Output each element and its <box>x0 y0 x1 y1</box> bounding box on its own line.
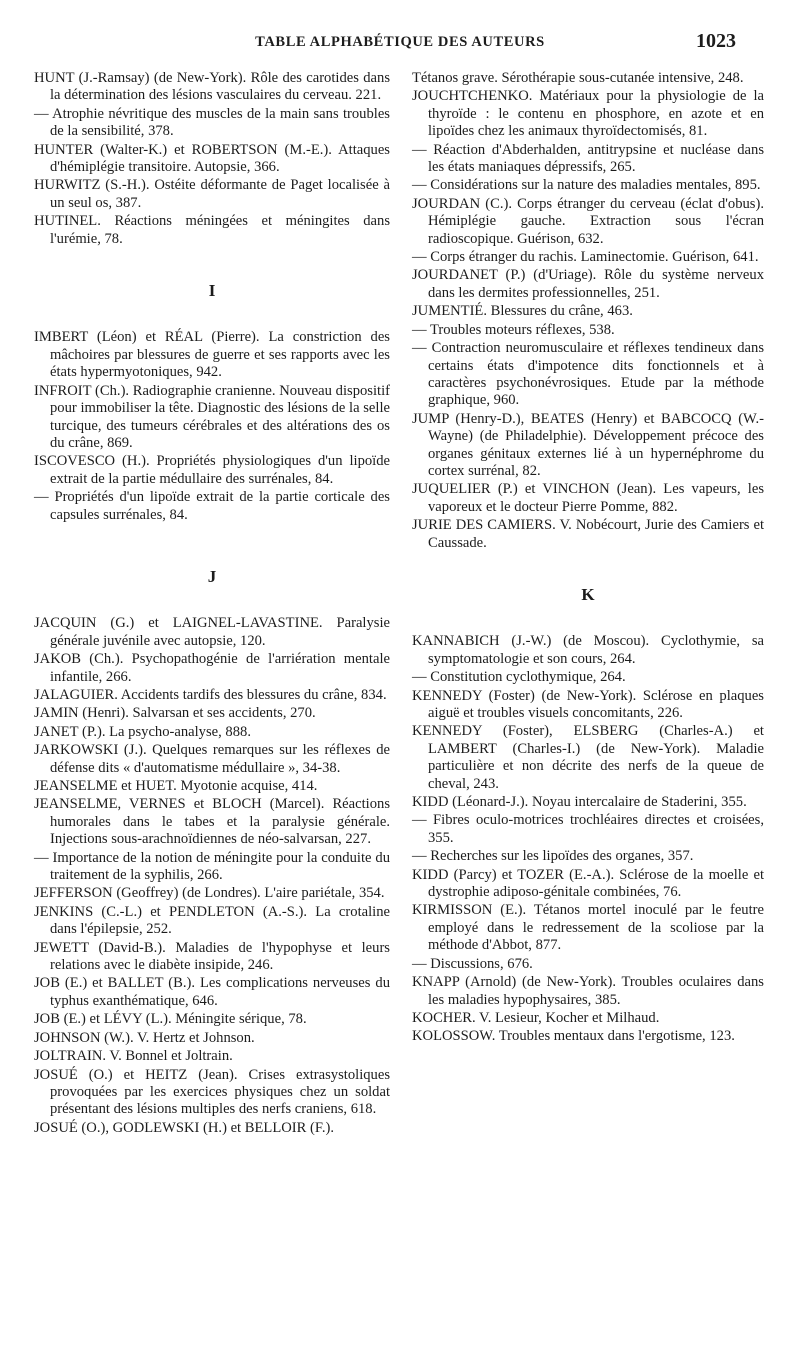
index-entry: KIRMISSON (E.). Tétanos mortel inoculé par le feutre employé dans le redressement de la scoliose par la méthode d'Abbot, 877. <box>412 902 764 954</box>
index-entry: — Importance de la notion de méningite pour la conduite du traitement de la syphilis, 266. <box>34 849 390 884</box>
index-entry: HURWITZ (S.-H.). Ostéite déformante de Paget localisée à un seul os, 387. <box>34 177 390 211</box>
section-letter: K <box>581 584 595 604</box>
index-entry: JOUCHTCHENKO. Matériaux pour la physiologie de la thyroïde : le contenu en phosphore, en azote et en lipoïdes chez les animaux thyroïdectomisés, 81. <box>412 88 764 140</box>
index-entry: JEANSELME et HUET. Myotonie acquise, 414. <box>34 778 318 794</box>
index-entry: JACQUIN (G.) et LAIGNEL-LAVASTINE. Paralysie générale juvénile avec autopsie, 120. <box>34 615 390 649</box>
index-entry: Tétanos grave. Sérothérapie sous-cutanée intensive, 248. <box>412 70 744 86</box>
index-entry: JENKINS (C.-L.) et PENDLETON (A.-S.). La crotaline dans l'épilepsie, 252. <box>34 903 390 938</box>
index-entry: JEANSELME, VERNES et BLOCH (Marcel). Réactions humorales dans le tabes et la paralysie générale. Injections sous-arachnoïdiennes de néo-salvarsan, 227. <box>34 796 390 848</box>
page-header <box>0 30 800 58</box>
index-entry: JURIE DES CAMIERS. V. Nobécourt, Jurie des Camiers et Caussade. <box>412 517 764 551</box>
index-entry: — Discussions, 676. <box>412 955 533 972</box>
running-title: TABLE ALPHABÉTIQUE DES AUTEURS <box>255 34 545 50</box>
index-entry: JEWETT (David-B.). Maladies de l'hypophyse et leurs relations avec le diabète insipide, 246. <box>34 939 390 974</box>
index-entry: KOLOSSOW. Troubles mentaux dans l'ergotisme, 123. <box>412 1028 735 1045</box>
index-entry: KIDD (Parcy) et TOZER (E.-A.). Sclérose de la moelle et dystrophie adiposo-génitale combinées, 76. <box>412 866 764 901</box>
index-entry: JUQUELIER (P.) et VINCHON (Jean). Les vapeurs, les vaporeux et le docteur Pierre Pomme, 882. <box>412 481 764 515</box>
index-entry: — Contraction neuromusculaire et réflexes tendineux dans certains états d'impotence dits fonctionnels et à caractères psychonévrosiques. Etude par la méthode graphique, 960. <box>412 340 764 409</box>
index-entry: ISCOVESCO (H.). Propriétés physiologiques d'un lipoïde extrait de la partie médullaire des surrénales, 84. <box>34 453 390 487</box>
left-column <box>34 70 390 1138</box>
index-entry: — Propriétés d'un lipoïde extrait de la partie corticale des capsules surrénales, 84. <box>34 489 390 523</box>
index-entry: KENNEDY (Foster) (de New-York). Sclérose en plaques aiguë et troubles visuels concomitants, 226. <box>412 687 764 721</box>
index-entry: JAMIN (Henri). Salvarsan et ses accidents, 270. <box>34 705 316 722</box>
index-entry: JARKOWSKI (J.). Quelques remarques sur les réflexes de défense dits « d'automatisme médullaire », 34-38. <box>34 742 390 776</box>
index-entry: JOB (E.) et LÉVY (L.). Méningite sérique, 78. <box>34 1011 307 1028</box>
index-entry: — Recherches sur les lipoïdes des organes, 357. <box>412 848 694 865</box>
index-entry: JUMP (Henry-D.), BEATES (Henry) et BABCOCQ (W.-Wayne) (de Philadelphie). Développement précoce des organes génitaux externes lié à un hypernéphrome du cortex surrénal, 82. <box>412 410 764 479</box>
index-entry: JEFFERSON (Geoffrey) (de Londres). L'aire pariétale, 354. <box>34 885 385 902</box>
index-entry: — Constitution cyclothymique, 264. <box>412 669 626 686</box>
index-entry: JOSUÉ (O.) et HEITZ (Jean). Crises extrasystoliques provoquées par les exercices physiques chez un soldat présentant des lésions multiples des nerfs craniens, 618. <box>34 1066 390 1118</box>
right-column <box>412 70 764 1047</box>
index-entry: JOLTRAIN. V. Bonnel et Joltrain. <box>34 1048 233 1065</box>
index-entry: JUMENTIÉ. Blessures du crâne, 463. <box>412 303 633 320</box>
index-entry: KNAPP (Arnold) (de New-York). Troubles oculaires dans les maladies hypophysaires, 385. <box>412 974 764 1008</box>
index-entry: JOURDAN (C.). Corps étranger du cerveau (éclat d'obus). Hémiplégie gauche. Extraction sous l'écran radioscopique. Guérison, 632. <box>412 195 764 247</box>
index-entry: KENNEDY (Foster), ELSBERG (Charles-A.) et LAMBERT (Charles-I.) (de New-York). Maladie particulière et non décrite des nerfs de la queue de cheval, 243. <box>412 723 764 792</box>
index-entry: — Troubles moteurs réflexes, 538. <box>412 321 615 338</box>
index-entry: KIDD (Léonard-J.). Noyau intercalaire de Staderini, 355. <box>412 794 747 811</box>
index-entry: — Fibres oculo-motrices trochléaires directes et croisées, 355. <box>412 812 764 846</box>
index-entry: KOCHER. V. Lesieur, Kocher et Milhaud. <box>412 1009 660 1026</box>
index-entry: JOB (E.) et BALLET (B.). Les complications nerveuses du typhus exanthématique, 646. <box>34 975 390 1009</box>
section-letter: I <box>208 281 216 301</box>
index-entry: JANET (P.). La psycho-analyse, 888. <box>34 723 251 740</box>
index-entry: HUTINEL. Réactions méningées et méningites dans l'urémie, 78. <box>34 213 390 247</box>
index-entry: INFROIT (Ch.). Radiographie cranienne. Nouveau dispositif pour immobiliser la tête. Diagnostic des lésions de la selle turcique, des tumeurs cérébrales et des altérations des os du crâne, 869. <box>34 382 390 451</box>
page-number: 1023 <box>696 30 736 52</box>
index-entry: — Atrophie névritique des muscles de la main sans troubles de la sensibilité, 378. <box>34 105 390 140</box>
index-entry: — Corps étranger du rachis. Laminectomie. Guérison, 641. <box>412 249 759 266</box>
index-entry: HUNTER (Walter-K.) et ROBERTSON (M.-E.). Attaques d'hémiplégie transitoire. Autopsie, 366. <box>34 141 390 176</box>
section-letter: J <box>207 566 217 586</box>
index-entry: JAKOB (Ch.). Psychopathogénie de l'arriération mentale infantile, 266. <box>34 651 390 685</box>
index-entry: IMBERT (Léon) et RÉAL (Pierre). La constriction des mâchoires par blessures de guerre et ses rapports avec les états hypermyotoniques, 942. <box>34 329 390 381</box>
index-entry: — Considérations sur la nature des maladies mentales, 895. <box>412 177 761 194</box>
index-entry: HUNT (J.-Ramsay) (de New-York). Rôle des carotides dans la détermination des lésions vasculaires du cerveau. 221. <box>34 70 390 104</box>
index-entry: JALAGUIER. Accidents tardifs des blessures du crâne, 834. <box>34 686 387 703</box>
index-entry: — Réaction d'Abderhalden, antitrypsine et nucléase dans les états maniaques dépressifs, 265. <box>412 141 764 176</box>
index-entry: JOURDANET (P.) (d'Uriage). Rôle du système nerveux dans les dermites professionnelles, 251. <box>412 267 764 301</box>
index-entry: JOHNSON (W.). V. Hertz et Johnson. <box>34 1029 255 1046</box>
index-entry: KANNABICH (J.-W.) (de Moscou). Cyclothymie, sa symptomatologie et son cours, 264. <box>412 633 764 667</box>
index-entry: JOSUÉ (O.), GODLEWSKI (H.) et BELLOIR (F.). <box>34 1119 334 1136</box>
